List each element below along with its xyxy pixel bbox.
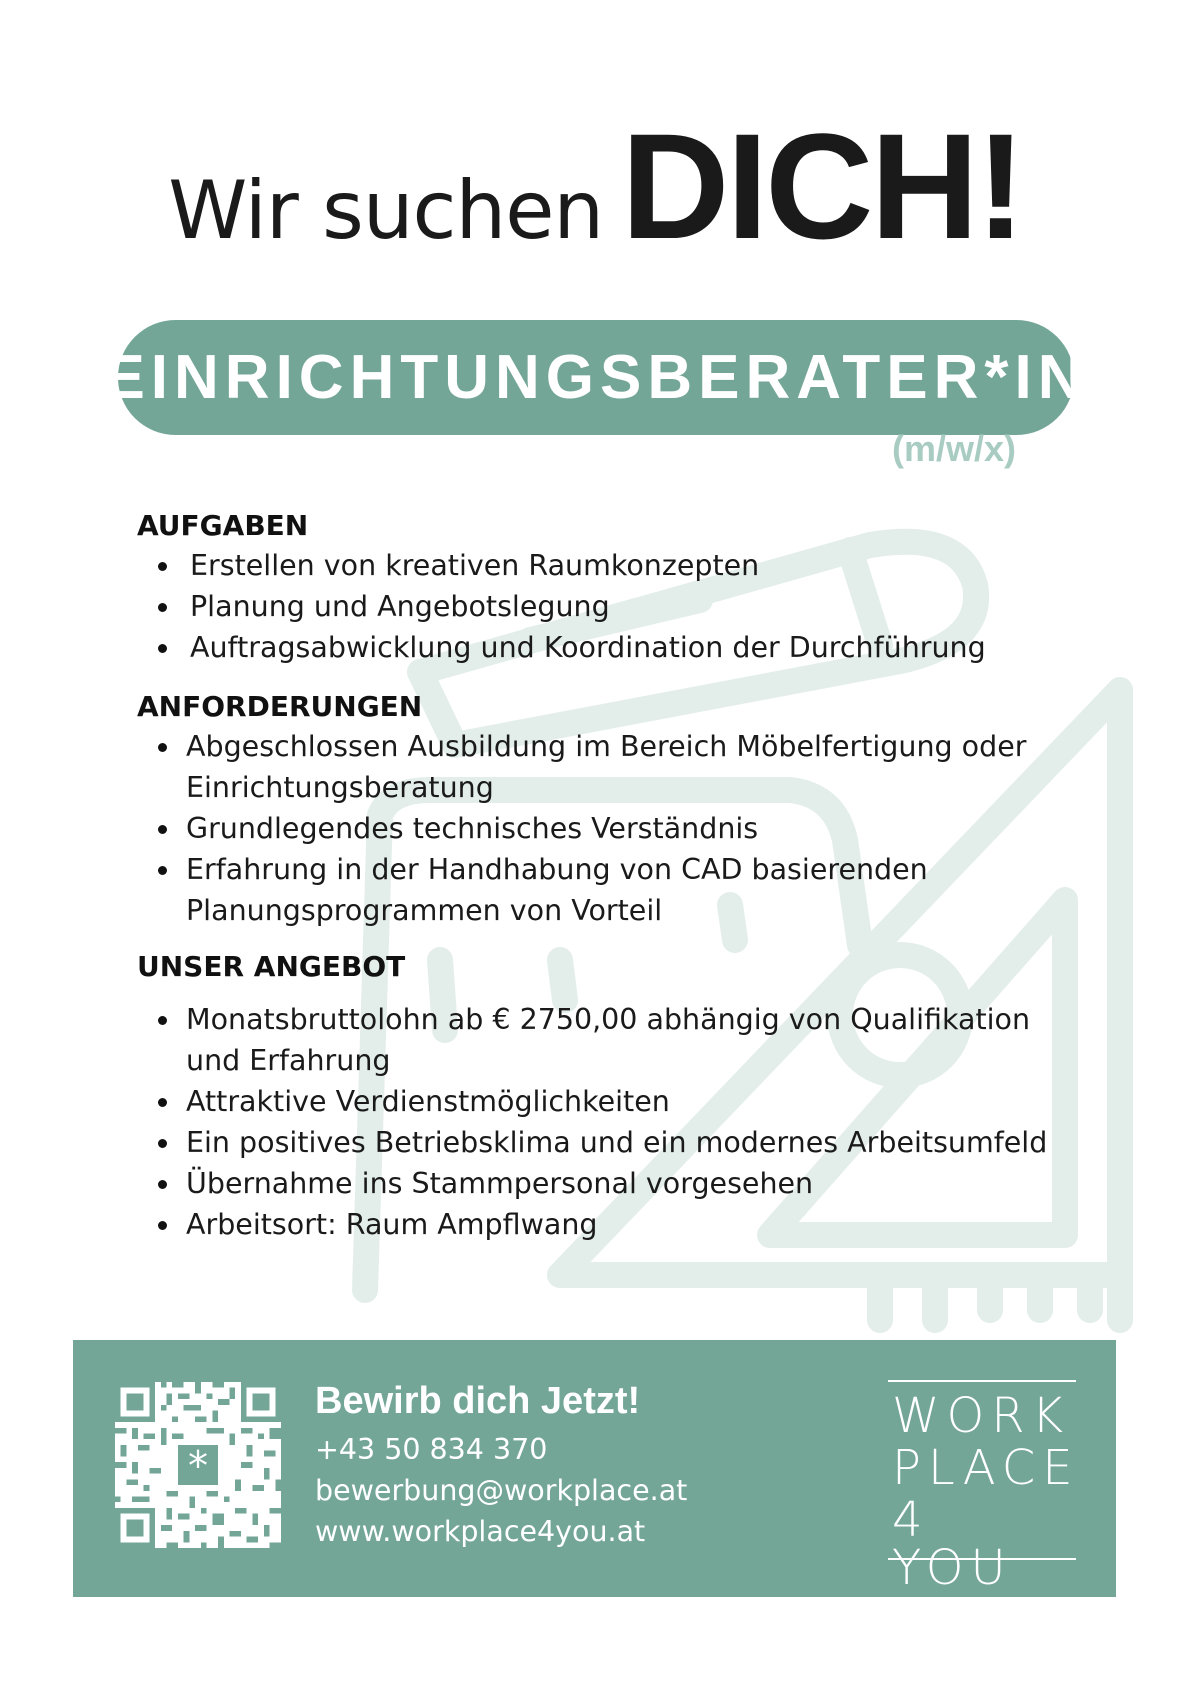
svg-text:*: * xyxy=(187,1443,209,1490)
workplace4you-logo xyxy=(888,1380,1080,1596)
section-title-anforderungen: ANFORDERUNGEN xyxy=(137,690,423,723)
list-item: Abgeschlossen Ausbildung im Bereich Möbelfertigung oder Einrichtungsberatung xyxy=(186,726,1066,808)
logo-line-1: WORK xyxy=(892,1388,1071,1444)
logo-line-3: 4 YOU xyxy=(892,1492,1013,1596)
list-item: Planung und Angebotslegung xyxy=(190,586,986,627)
gender-note: (m/w/x) xyxy=(891,428,1016,469)
list-item: Erfahrung in der Handhabung von CAD basierenden Planungsprogrammen von Vorteil xyxy=(186,849,1066,931)
contact-footer xyxy=(73,1340,1116,1597)
logo-line-2: PLACE xyxy=(892,1440,1080,1496)
anforderungen-list xyxy=(186,726,1066,931)
list-item: Monatsbruttolohn ab € 2750,00 abhängig von Qualifikation und Erfahrung xyxy=(186,999,1086,1081)
list-item: Attraktive Verdienstmöglichkeiten xyxy=(186,1081,1086,1122)
list-item: Grundlegendes technisches Verständnis xyxy=(186,808,1066,849)
apply-title: Bewirb dich Jetzt! xyxy=(315,1380,641,1422)
list-item: Erstellen von kreativen Raumkonzepten xyxy=(190,545,986,586)
phone-number[interactable]: +43 50 834 370 xyxy=(315,1433,548,1466)
list-item: Auftragsabwicklung und Koordination der Durchführung xyxy=(190,627,986,668)
list-item: Ein positives Betriebsklima und ein modernes Arbeitsumfeld xyxy=(186,1122,1086,1163)
qr-code-icon[interactable] xyxy=(115,1382,281,1548)
job-title: EINRICHTUNGSBERATER*IN xyxy=(103,343,1089,412)
section-title-aufgaben: AUFGABEN xyxy=(137,509,309,542)
section-title-angebot: UNSER ANGEBOT xyxy=(137,950,406,983)
website-link[interactable]: www.workplace4you.at xyxy=(315,1515,646,1548)
headline-light: Wir suchen xyxy=(168,164,604,257)
job-title-banner xyxy=(103,320,1089,435)
headline xyxy=(0,100,1191,273)
list-item: Übernahme ins Stammpersonal vorgesehen xyxy=(186,1163,1086,1204)
headline-bold: DICH! xyxy=(621,102,1023,270)
list-item: Arbeitsort: Raum Ampflwang xyxy=(186,1204,1086,1245)
angebot-list xyxy=(186,999,1086,1245)
email-link[interactable]: bewerbung@workplace.at xyxy=(315,1474,688,1507)
aufgaben-list xyxy=(190,545,986,668)
